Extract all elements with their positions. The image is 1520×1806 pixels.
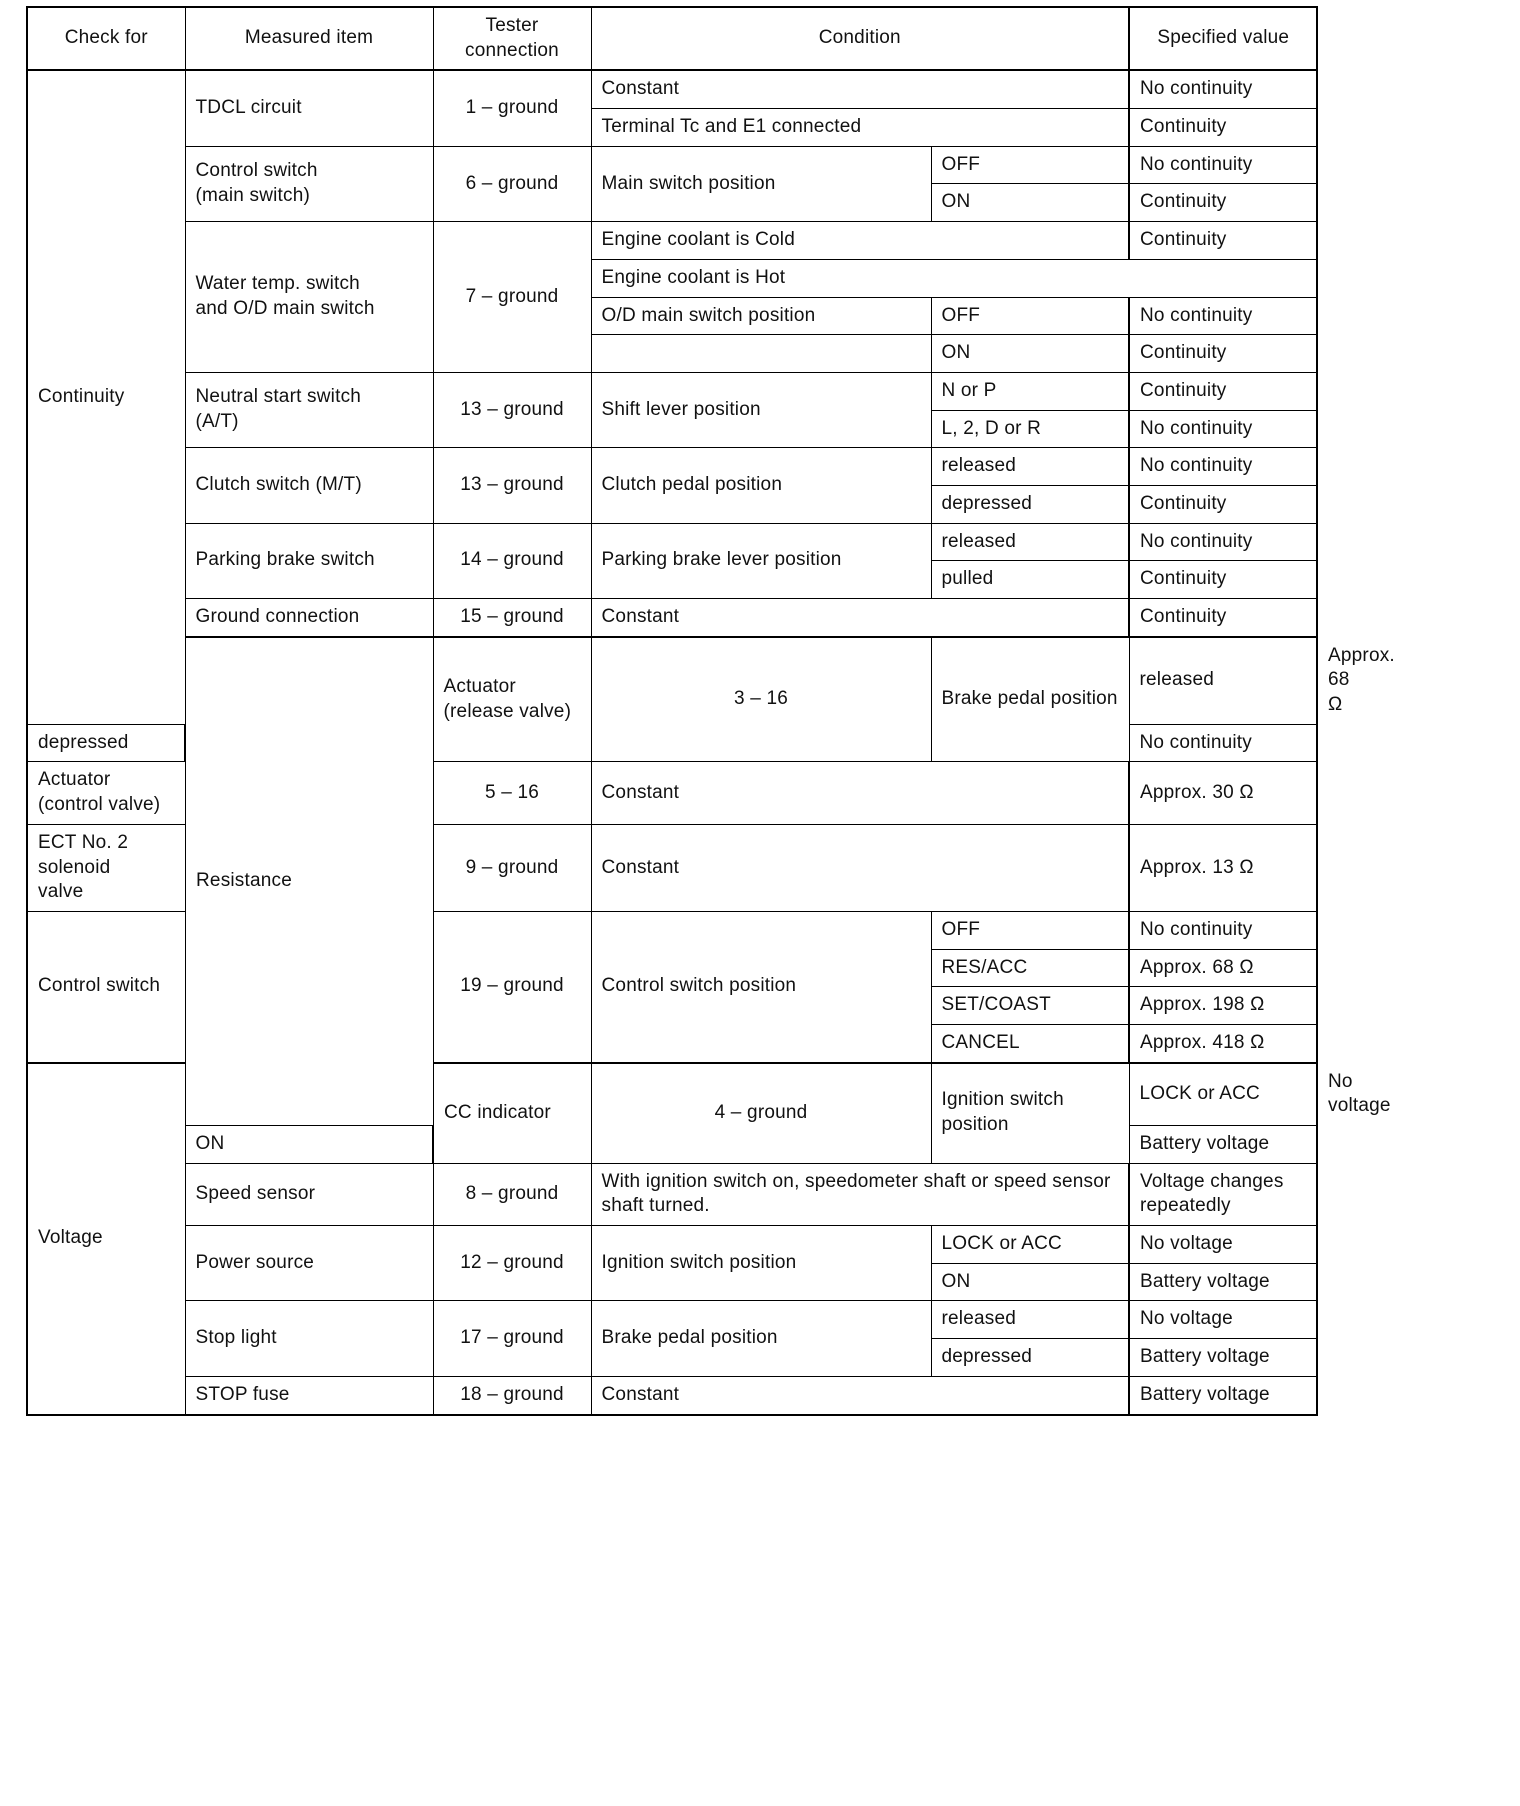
measured-item: Clutch switch (M/T)	[185, 448, 433, 523]
specified-value: Approx. 13 Ω	[1129, 824, 1317, 911]
header-tester-connection-line1: Tester	[485, 15, 539, 36]
group-label-voltage: Voltage	[27, 1063, 185, 1415]
table-row	[27, 70, 1317, 108]
measured-item	[27, 824, 185, 911]
table-row	[27, 222, 1317, 260]
specified-value: No continuity	[1129, 146, 1317, 184]
condition: Ignition switch position	[591, 1226, 931, 1301]
condition: Clutch pedal position	[591, 448, 931, 523]
table-row: Voltage CC indicator 4 – ground Ignition switch position LOCK or ACC No voltage	[27, 1063, 1317, 1126]
tester-connection: 8 – ground	[433, 1163, 591, 1225]
tester-connection: 19 – ground	[433, 911, 591, 1062]
specified-value: Continuity	[1129, 485, 1317, 523]
tester-connection: 14 – ground	[433, 523, 591, 598]
specified-value: Approx. 30 Ω	[1129, 762, 1317, 824]
measured-item-line2: (control valve)	[38, 794, 161, 816]
specified-value: Battery voltage	[1129, 1376, 1317, 1414]
measured-item	[185, 146, 433, 221]
condition-sub: depressed	[931, 1339, 1129, 1377]
tester-connection: 13 – ground	[433, 448, 591, 523]
condition-sub: OFF	[931, 297, 1129, 335]
specified-value: Approx. 68 Ω	[1129, 949, 1317, 987]
header-tester-connection-line2: connection	[465, 39, 559, 61]
condition-sub: CANCEL	[931, 1024, 1129, 1062]
measured-item	[27, 762, 185, 824]
condition-sub: ON	[931, 184, 1129, 222]
tester-connection: 1 – ground	[433, 70, 591, 146]
condition: Constant	[591, 824, 1129, 911]
specified-value: Continuity	[1129, 561, 1317, 599]
specified-value: Continuity	[1129, 109, 1317, 147]
measured-item-line2: (A/T)	[195, 411, 239, 433]
measured-item	[185, 372, 433, 447]
condition-sub: ON	[931, 335, 1129, 373]
specified-value: No continuity	[1129, 523, 1317, 561]
condition-sub: released	[931, 523, 1129, 561]
tester-connection: 4 – ground	[591, 1063, 931, 1164]
measured-item-line2: valve	[38, 881, 84, 903]
condition: Engine coolant is Cold	[591, 222, 1129, 260]
condition: Brake pedal position	[931, 637, 1129, 762]
tester-connection: 18 – ground	[433, 1376, 591, 1414]
header-row	[27, 7, 1317, 70]
condition-sub: RES/ACC	[931, 949, 1129, 987]
group-label-continuity: Continuity	[27, 70, 185, 724]
condition: Constant	[591, 599, 1129, 637]
header-condition: Condition	[591, 7, 1129, 70]
measured-item-line1: Water temp. switch	[195, 273, 360, 295]
condition: Constant	[591, 70, 1129, 108]
table-row	[27, 448, 1317, 486]
condition-sub: LOCK or ACC	[931, 1226, 1129, 1264]
header-tester-connection	[433, 7, 591, 70]
tester-connection: 6 – ground	[433, 146, 591, 221]
condition: Constant	[591, 1376, 1129, 1414]
condition-sub: released	[931, 448, 1129, 486]
measured-item	[185, 222, 433, 373]
table-row	[27, 523, 1317, 561]
condition-sub: OFF	[931, 911, 1129, 949]
header-check-for: Check for	[27, 7, 185, 70]
condition-sub: OFF	[931, 146, 1129, 184]
measured-item: Stop light	[185, 1301, 433, 1376]
condition-sub: L, 2, D or R	[931, 410, 1129, 448]
specified-value: No continuity	[1129, 724, 1317, 762]
table-row	[27, 146, 1317, 184]
condition: Ignition switch position	[931, 1063, 1129, 1164]
specified-value: Continuity	[1129, 222, 1317, 260]
measured-item-line2: (main switch)	[195, 184, 311, 206]
condition: O/D main switch position	[591, 297, 931, 335]
condition: Terminal Tc and E1 connected	[591, 109, 1129, 147]
specified-value: No continuity	[1129, 410, 1317, 448]
tester-connection: 5 – 16	[433, 762, 591, 824]
measured-item: CC indicator	[433, 1063, 591, 1164]
condition-sub: ON	[185, 1126, 433, 1164]
tester-connection: 3 – 16	[591, 637, 931, 762]
specified-value: No continuity	[1129, 297, 1317, 335]
table-header	[27, 7, 1317, 70]
tester-connection: 12 – ground	[433, 1226, 591, 1301]
condition: Control switch position	[591, 911, 931, 1062]
specified-value: No continuity	[1129, 911, 1317, 949]
table-body	[27, 70, 1395, 1414]
measured-item: Parking brake switch	[185, 523, 433, 598]
table-row	[27, 1163, 1317, 1225]
measured-item: Power source	[185, 1226, 433, 1301]
specified-value: No continuity	[1129, 448, 1317, 486]
condition: Parking brake lever position	[591, 523, 931, 598]
specified-value: Continuity	[1129, 599, 1317, 637]
measured-item	[433, 637, 591, 762]
table-row	[27, 1376, 1317, 1414]
header-specified-value: Specified value	[1129, 7, 1317, 70]
condition: With ignition switch on, speedometer shaft or speed sensor shaft turned.	[591, 1163, 1129, 1225]
specified-value: Approx. 418 Ω	[1129, 1024, 1317, 1062]
tester-connection: 9 – ground	[433, 824, 591, 911]
condition: Brake pedal position	[591, 1301, 931, 1376]
measured-item-line2: (release valve)	[443, 700, 572, 722]
specified-value: Continuity	[1129, 184, 1317, 222]
condition-sub: LOCK or ACC	[1129, 1063, 1317, 1126]
condition-sub: N or P	[931, 372, 1129, 410]
condition: Constant	[591, 762, 1129, 824]
measured-item-line1: ECT No. 2 solenoid	[38, 831, 129, 878]
measured-item: TDCL circuit	[185, 70, 433, 146]
condition: Engine coolant is Hot	[591, 259, 1317, 297]
condition-sub: released	[931, 1301, 1129, 1339]
specified-value: Voltage changes repeatedly	[1129, 1163, 1317, 1225]
specified-value: Battery voltage	[1129, 1263, 1317, 1301]
tester-connection: 7 – ground	[433, 222, 591, 373]
specified-value: Continuity	[1129, 372, 1317, 410]
specified-value: Continuity	[1129, 335, 1317, 373]
condition-sub: pulled	[931, 561, 1129, 599]
measured-item-line2: and O/D main switch	[195, 298, 375, 319]
table-row: Resistance Actuator (release valve) 3 – 16 Brake pedal position released Approx. 68 Ω	[27, 637, 1317, 725]
tester-connection: 17 – ground	[433, 1301, 591, 1376]
specified-value: No voltage	[1129, 1226, 1317, 1264]
inspection-spec-table	[26, 6, 1395, 1416]
measured-item: Ground connection	[185, 599, 433, 637]
group-label-resistance: Resistance	[185, 637, 433, 1126]
measured-item: STOP fuse	[185, 1376, 433, 1414]
condition-empty	[591, 335, 931, 373]
measured-item-line1: Actuator	[38, 769, 111, 791]
measured-item: Control switch	[27, 911, 185, 1062]
specified-value: No continuity	[1129, 70, 1317, 108]
measured-item-line1: Control switch	[195, 160, 318, 182]
specified-value: Approx. 198 Ω	[1129, 987, 1317, 1025]
measured-item-line1: Neutral start switch	[195, 386, 362, 408]
header-measured-item: Measured item	[185, 7, 433, 70]
specified-value: No voltage	[1129, 1301, 1317, 1339]
table-row	[27, 1226, 1317, 1264]
tester-connection: 13 – ground	[433, 372, 591, 447]
table-row	[27, 1301, 1317, 1339]
condition-sub: SET/COAST	[931, 987, 1129, 1025]
condition-sub: released	[1129, 637, 1317, 725]
table-row	[27, 599, 1317, 637]
tester-connection: 15 – ground	[433, 599, 591, 637]
condition-sub: depressed	[931, 485, 1129, 523]
specified-value: Battery voltage	[1129, 1126, 1317, 1164]
condition: Main switch position	[591, 146, 931, 221]
measured-item: Speed sensor	[185, 1163, 433, 1225]
specified-value: Battery voltage	[1129, 1339, 1317, 1377]
condition-sub: depressed	[27, 724, 185, 762]
condition-sub: ON	[931, 1263, 1129, 1301]
table-row	[27, 372, 1317, 410]
measured-item-line1: Actuator	[443, 675, 516, 697]
condition: Shift lever position	[591, 372, 931, 447]
